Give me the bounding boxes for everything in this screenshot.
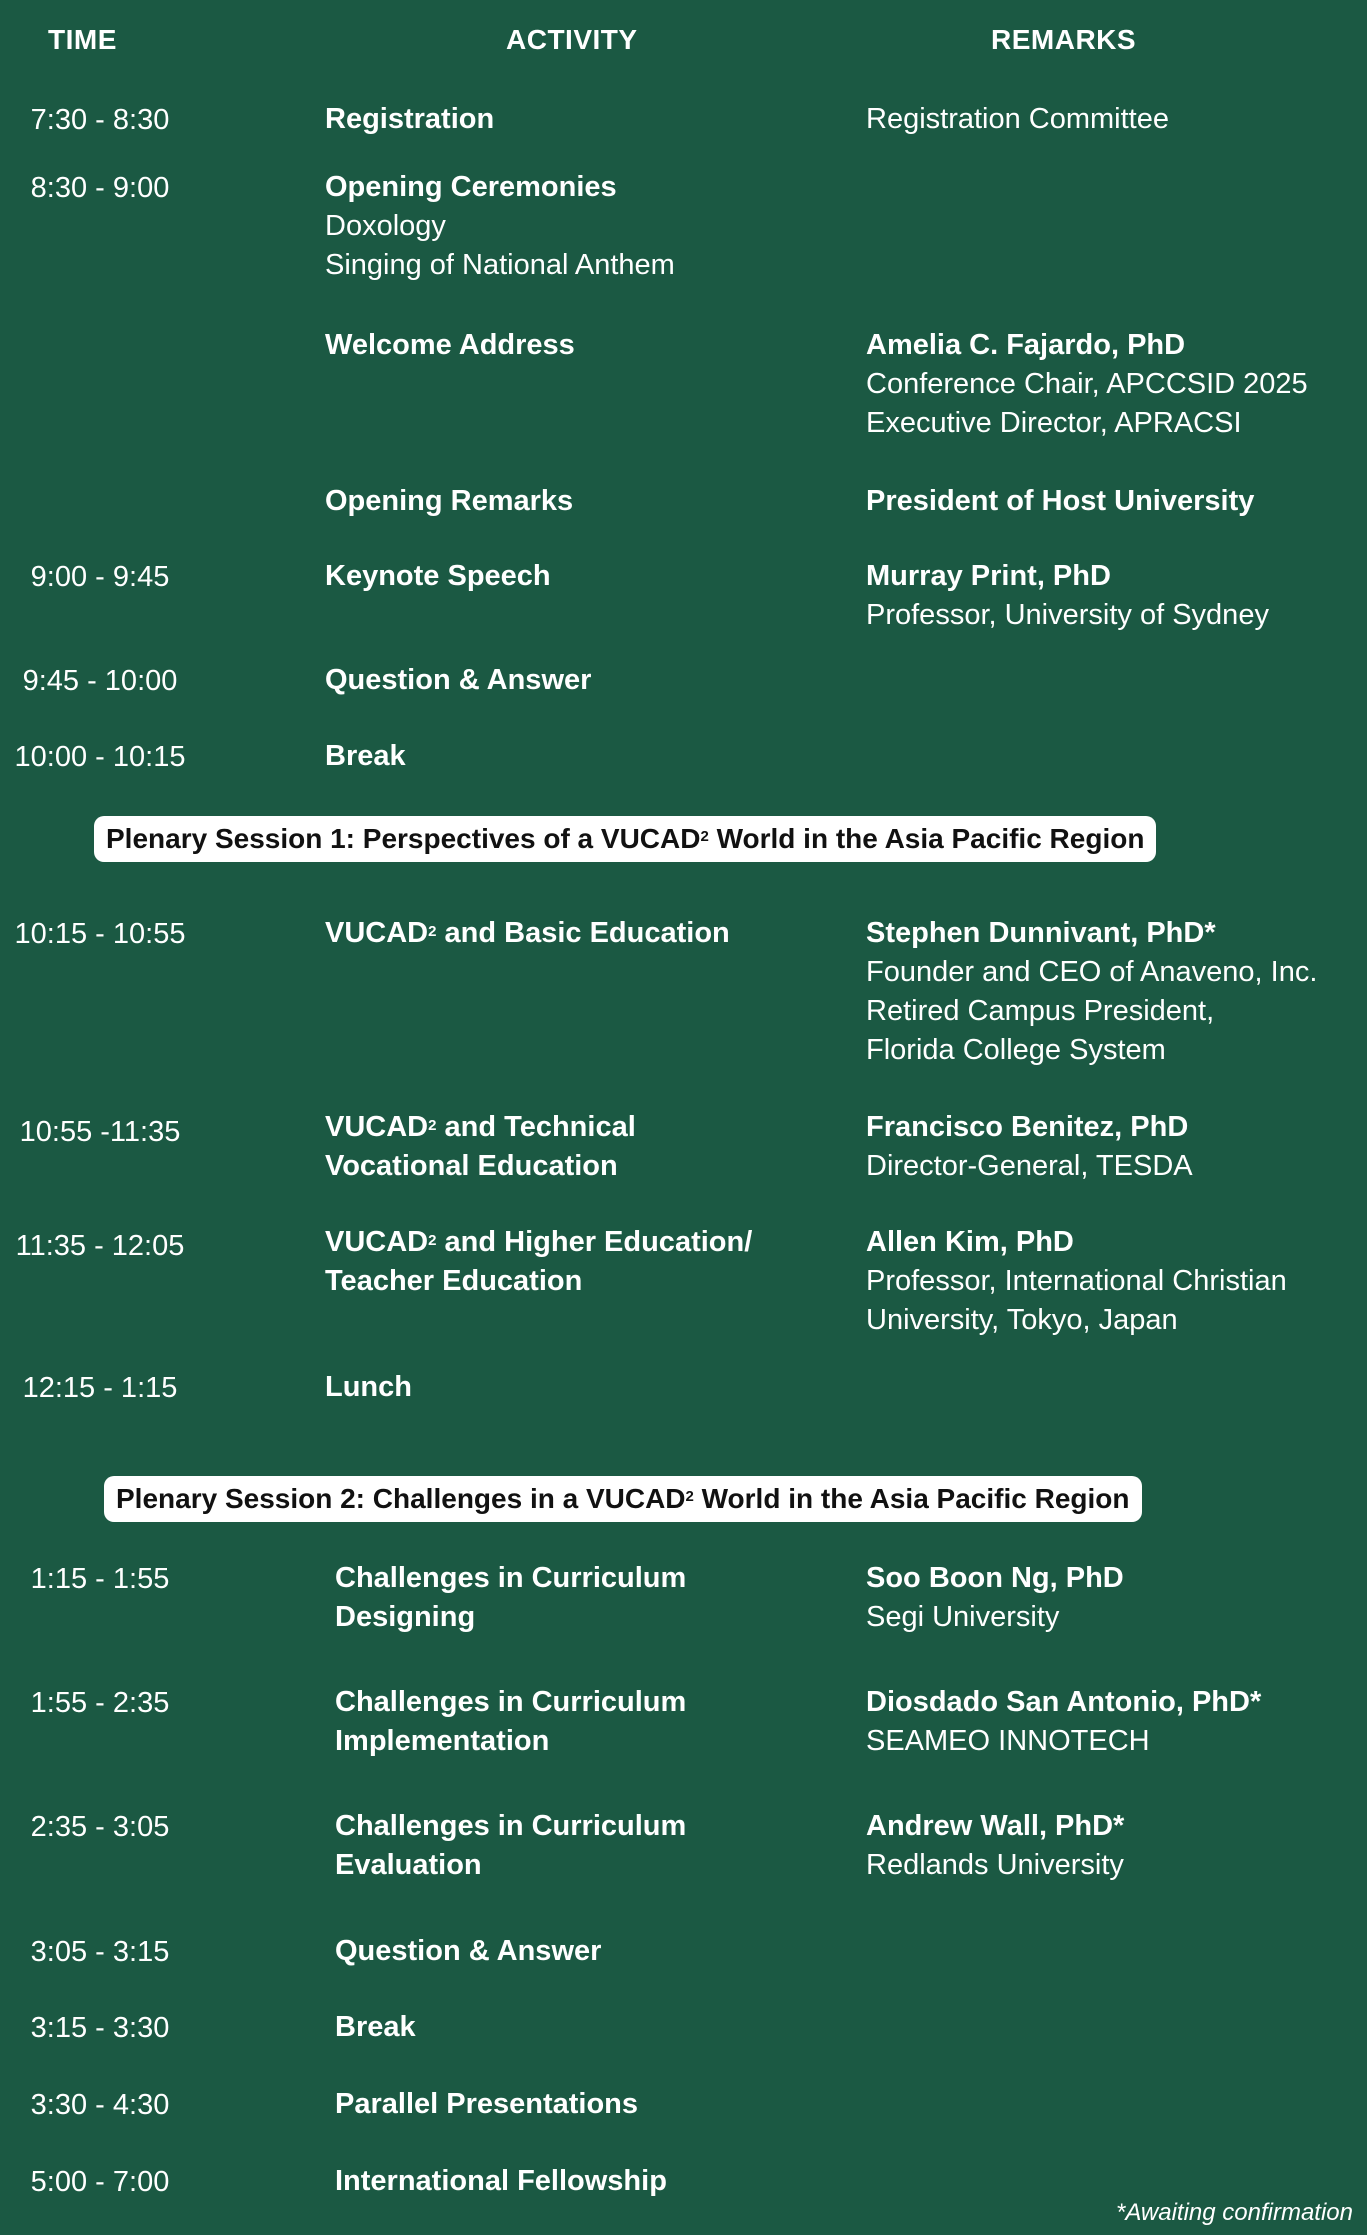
- activity-title: Break: [335, 2011, 416, 2043]
- activity-title-line2: Implementation: [335, 1725, 550, 1757]
- activity-title-part: VUCAD: [325, 1226, 429, 1258]
- activity-cell: [325, 326, 575, 365]
- time-cell: 2:35 - 3:05: [30, 1811, 170, 1843]
- header-remarks: REMARKS: [991, 24, 1137, 55]
- activity-cell: [325, 100, 494, 139]
- superscript-2: 2: [700, 828, 709, 845]
- remarks-cell: [866, 326, 1308, 443]
- activity-title: Welcome Address: [325, 329, 575, 361]
- speaker-detail: SEAMEO INNOTECH: [866, 1725, 1150, 1757]
- time-cell: 9:00 - 9:45: [30, 561, 170, 593]
- activity-subitem: Doxology: [325, 210, 446, 242]
- header-activity: ACTIVITY: [506, 24, 638, 55]
- superscript-2: 2: [428, 1117, 437, 1134]
- remark-text: Registration Committee: [866, 103, 1169, 135]
- speaker-detail: Retired Campus President,: [866, 995, 1215, 1027]
- remarks-cell: [866, 1559, 1124, 1637]
- time-cell: 3:30 - 4:30: [30, 2089, 170, 2121]
- activity-title: Challenges in Curriculum: [335, 1562, 687, 1594]
- speaker-name: Andrew Wall, PhD*: [866, 1810, 1125, 1842]
- activity-cell: [325, 1223, 752, 1301]
- speaker-name: Allen Kim, PhD: [866, 1226, 1074, 1258]
- speaker-name: President of Host University: [866, 485, 1255, 517]
- activity-title-part: and Basic Education: [436, 917, 730, 949]
- activity-title-line2: Vocational Education: [325, 1150, 618, 1182]
- activity-title: Opening Remarks: [325, 485, 574, 517]
- activity-title: Question & Answer: [325, 664, 592, 696]
- activity-title: Question & Answer: [335, 1935, 602, 1967]
- activity-cell: [325, 482, 573, 521]
- activity-cell: [335, 2008, 416, 2047]
- header-time: TIME: [48, 24, 117, 55]
- activity-subitem: Singing of National Anthem: [325, 249, 675, 281]
- time-cell: 7:30 - 8:30: [30, 104, 170, 136]
- speaker-name: Diosdado San Antonio, PhD*: [866, 1686, 1262, 1718]
- banner-title: Plenary Session 2: Challenges in a VUCAD: [116, 1483, 686, 1514]
- time-cell: 10:15 - 10:55: [14, 918, 186, 950]
- superscript-2: 2: [685, 1488, 694, 1505]
- activity-title: Lunch: [325, 1371, 412, 1403]
- speaker-detail: Professor, International Christian: [866, 1265, 1287, 1297]
- activity-cell: [325, 1368, 412, 1407]
- plenary-session-1-banner: [94, 816, 1156, 862]
- activity-title: Keynote Speech: [325, 560, 551, 592]
- activity-cell: [335, 1807, 686, 1885]
- speaker-name: Murray Print, PhD: [866, 560, 1111, 592]
- activity-cell: [335, 1932, 601, 1971]
- activity-cell: [325, 661, 591, 700]
- time-cell: 3:05 - 3:15: [30, 1936, 170, 1968]
- banner-title: World in the Asia Pacific Region: [693, 1483, 1130, 1514]
- remarks-cell: [866, 557, 1269, 635]
- activity-title: Challenges in Curriculum: [335, 1810, 687, 1842]
- activity-cell: [325, 737, 406, 776]
- time-cell: 3:15 - 3:30: [30, 2012, 170, 2044]
- activity-cell: [325, 168, 675, 285]
- superscript-2: 2: [428, 1232, 437, 1249]
- speaker-name: Stephen Dunnivant, PhD*: [866, 917, 1216, 949]
- activity-title-part: and Higher Education/: [436, 1226, 753, 1258]
- remarks-cell: [866, 914, 1317, 1070]
- activity-cell: [335, 2085, 638, 2124]
- speaker-detail: Florida College System: [866, 1034, 1166, 1066]
- speaker-name: Amelia C. Fajardo, PhD: [866, 329, 1186, 361]
- speaker-detail: Redlands University: [866, 1849, 1124, 1881]
- banner-title: World in the Asia Pacific Region: [708, 823, 1145, 854]
- activity-title: International Fellowship: [335, 2165, 667, 2197]
- speaker-detail: Executive Director, APRACSI: [866, 407, 1242, 439]
- speaker-name: Soo Boon Ng, PhD: [866, 1562, 1124, 1594]
- activity-title-line2: Designing: [335, 1601, 476, 1633]
- superscript-2: 2: [428, 923, 437, 940]
- time-cell: 11:35 - 12:05: [15, 1230, 185, 1262]
- speaker-detail: Segi University: [866, 1601, 1060, 1633]
- time-cell: 1:55 - 2:35: [30, 1687, 170, 1719]
- speaker-detail: Conference Chair, APCCSID 2025: [866, 368, 1308, 400]
- speaker-name: Francisco Benitez, PhD: [866, 1111, 1189, 1143]
- activity-title-line2: Evaluation: [335, 1849, 482, 1881]
- activity-title: [325, 914, 730, 953]
- speaker-detail: Director-General, TESDA: [866, 1150, 1193, 1182]
- remarks-cell: [866, 100, 1169, 139]
- activity-cell: [325, 1108, 636, 1186]
- activity-title-line2: Teacher Education: [325, 1265, 583, 1297]
- activity-cell: [335, 1559, 686, 1637]
- activity-title-part: VUCAD: [325, 1111, 429, 1143]
- activity-cell: [325, 914, 730, 953]
- activity-title-part: and Technical: [436, 1111, 636, 1143]
- remarks-cell: [866, 1223, 1287, 1340]
- time-cell: 5:00 - 7:00: [30, 2166, 170, 2198]
- speaker-detail: University, Tokyo, Japan: [866, 1304, 1178, 1336]
- activity-cell: [335, 1683, 686, 1761]
- plenary-session-2-banner: [104, 1476, 1142, 1522]
- remarks-cell: [866, 1807, 1124, 1885]
- time-cell: 1:15 - 1:55: [30, 1563, 170, 1595]
- remarks-cell: [866, 1108, 1193, 1186]
- banner-title: Plenary Session 1: Perspectives of a VUCAD: [106, 823, 701, 854]
- awaiting-confirmation-note: *Awaiting confirmation: [1115, 2199, 1353, 2226]
- time-cell: 10:00 - 10:15: [14, 741, 186, 773]
- time-cell: 10:55 -11:35: [19, 1116, 181, 1148]
- remarks-cell: [866, 482, 1254, 521]
- time-cell: 9:45 - 10:00: [22, 665, 178, 697]
- speaker-detail: Professor, University of Sydney: [866, 599, 1269, 631]
- activity-title-part: VUCAD: [325, 917, 429, 949]
- activity-title: Opening Ceremonies: [325, 171, 617, 203]
- activity-title: Registration: [325, 103, 495, 135]
- speaker-detail: Founder and CEO of Anaveno, Inc.: [866, 956, 1318, 988]
- time-cell: 12:15 - 1:15: [22, 1372, 178, 1404]
- activity-title: Challenges in Curriculum: [335, 1686, 687, 1718]
- activity-title: Break: [325, 740, 406, 772]
- activity-title: Parallel Presentations: [335, 2088, 639, 2120]
- activity-cell: [335, 2162, 667, 2201]
- activity-title: [325, 1223, 752, 1262]
- activity-cell: [325, 557, 551, 596]
- time-cell: 8:30 - 9:00: [30, 172, 170, 204]
- remarks-cell: [866, 1683, 1261, 1761]
- activity-title: [325, 1108, 636, 1147]
